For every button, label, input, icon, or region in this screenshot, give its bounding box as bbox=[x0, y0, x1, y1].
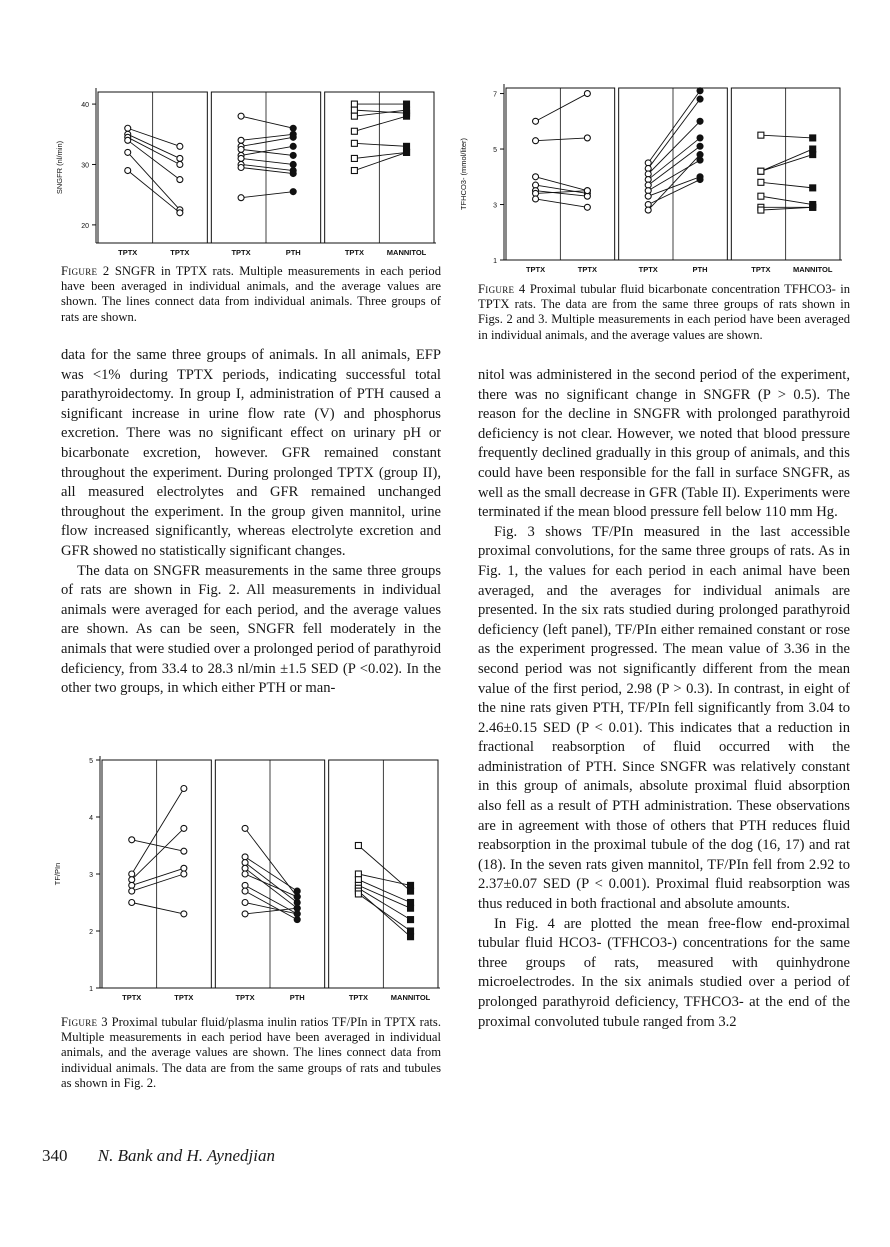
fig3-xlabel-0-1: TPTX bbox=[174, 993, 194, 1002]
fig3-marker-left-2-1 bbox=[355, 871, 361, 877]
fig2-pair-line-0-0 bbox=[128, 128, 180, 146]
fig2-marker-right-0-3 bbox=[177, 177, 183, 183]
fig3-marker-left-0-2 bbox=[129, 877, 135, 883]
fig3-marker-right-0-5 bbox=[181, 911, 187, 917]
figure-4-chart bbox=[452, 80, 847, 278]
fig4-pair-line-1-1 bbox=[648, 99, 700, 168]
fig3-marker-left-1-3 bbox=[242, 865, 248, 871]
fig4-pair-line-2-4 bbox=[761, 196, 813, 204]
fig2-pair-line-1-0 bbox=[241, 116, 293, 128]
fig3-xlabel-0-0: TPTX bbox=[122, 993, 142, 1002]
fig4-marker-left-2-2 bbox=[758, 168, 764, 174]
fig2-ytick-label-2: 40 bbox=[81, 102, 89, 110]
fig2-marker-left-0-0 bbox=[125, 125, 131, 131]
fig4-pair-line-0-2 bbox=[536, 177, 588, 191]
fig4-marker-left-2-3 bbox=[758, 179, 764, 185]
fig2-marker-right-1-5 bbox=[290, 161, 296, 167]
page-footer bbox=[42, 1146, 275, 1166]
footer-authors: N. Bank and H. Aynedjian bbox=[97, 1146, 275, 1165]
fig3-pair-line-0-0 bbox=[132, 840, 184, 851]
fig4-xlabel-0-0: TPTX bbox=[525, 265, 546, 274]
fig4-ylabel: TFHCO3- (mmol/liter) bbox=[459, 137, 468, 211]
fig2-marker-left-0-5 bbox=[125, 168, 131, 174]
fig4-ytick-label-0: 1 bbox=[493, 258, 497, 265]
fig2-pair-line-2-3 bbox=[354, 116, 406, 131]
fig3-marker-right-1-6 bbox=[294, 917, 300, 923]
figure-2-svg bbox=[48, 80, 438, 258]
fig4-marker-right-2-6 bbox=[810, 204, 816, 210]
fig3-xlabel-1-0: TPTX bbox=[235, 993, 255, 1002]
fig3-pair-line-2-4 bbox=[358, 888, 410, 919]
fig3-marker-left-1-0 bbox=[242, 825, 248, 831]
fig3-pair-line-1-5 bbox=[245, 885, 297, 914]
fig3-marker-left-1-1 bbox=[242, 854, 248, 860]
fig2-pair-line-1-5 bbox=[241, 158, 293, 164]
figure-3-chart bbox=[48, 752, 448, 1010]
fig2-marker-left-0-3 bbox=[125, 137, 131, 143]
fig4-ytick-label-2: 5 bbox=[493, 147, 497, 155]
fig4-pair-line-2-1 bbox=[761, 149, 813, 171]
fig4-marker-right-0-5 bbox=[584, 188, 590, 194]
fig3-ytick-label-0: 1 bbox=[89, 986, 93, 993]
fig3-marker-right-2-6 bbox=[408, 928, 414, 934]
fig4-marker-left-0-6 bbox=[533, 196, 539, 202]
fig2-marker-left-1-1 bbox=[238, 137, 244, 143]
fig2-xlabel-2-0: TPTX bbox=[344, 248, 364, 257]
fig4-marker-left-2-0 bbox=[758, 132, 764, 138]
fig3-ytick-label-1: 2 bbox=[89, 929, 93, 936]
fig2-xlabel-0-0: TPTX bbox=[118, 248, 138, 257]
left-column-text bbox=[61, 346, 441, 699]
fig3-marker-right-1-4 bbox=[294, 894, 300, 900]
fig4-pair-line-0-0 bbox=[536, 94, 588, 122]
fig2-marker-right-0-1 bbox=[177, 155, 183, 161]
fig3-marker-left-2-0 bbox=[355, 843, 361, 849]
fig4-pair-line-2-0 bbox=[761, 135, 813, 138]
fig3-marker-right-2-2 bbox=[408, 900, 414, 906]
fig3-pair-line-1-2 bbox=[245, 863, 297, 903]
fig2-pair-line-2-2 bbox=[354, 110, 406, 116]
fig2-pair-line-0-5 bbox=[128, 171, 180, 213]
fig3-marker-right-0-0 bbox=[181, 848, 187, 854]
fig3-marker-left-0-0 bbox=[129, 837, 135, 843]
fig4-marker-left-1-8 bbox=[645, 207, 651, 213]
fig4-pair-line-1-7 bbox=[648, 180, 700, 205]
fig2-ylabel: SNGFR (nl/min) bbox=[55, 140, 64, 195]
fig3-marker-left-2-2 bbox=[355, 877, 361, 883]
fig3-marker-right-1-8 bbox=[294, 905, 300, 911]
figure-3-svg bbox=[48, 752, 448, 1010]
fig3-marker-left-1-5 bbox=[242, 882, 248, 888]
fig4-pair-line-1-8 bbox=[648, 155, 700, 210]
fig4-marker-left-2-4 bbox=[758, 193, 764, 199]
fig3-marker-left-2-6 bbox=[355, 891, 361, 897]
fig2-marker-left-2-1 bbox=[351, 107, 357, 113]
fig2-marker-left-1-7 bbox=[238, 165, 244, 171]
left-paragraph-1: data for the same three groups of animals. In all animals, EFP was <1% during TPTX periods, indicating successful total parathyroidectomy. In group I, administration of PTH caused a significant increase in urine flow rate (V) and phosphorus excretion. There was no significant effect on urinary pH or bicarbonate excretion, however. GFR remained constant throughout the experiment. During prolonged TPTX (group II), all measured electrolytes and GFR remained unchanged throughout the experiment. In the group given mannitol, urine flow increased significantly, whereas electrolyte excretion and GFR showed no statistically significant changes. bbox=[61, 347, 441, 559]
fig4-marker-right-1-4 bbox=[697, 143, 703, 149]
fig2-pair-line-1-7 bbox=[241, 168, 293, 174]
fig2-pair-line-0-4 bbox=[128, 152, 180, 209]
fig3-ylabel: TF/PIn bbox=[53, 862, 62, 886]
figure-3-caption bbox=[61, 1015, 441, 1091]
fig2-marker-right-1-3 bbox=[290, 152, 296, 158]
fig2-marker-right-1-4 bbox=[290, 143, 296, 149]
figure-4-svg bbox=[452, 80, 847, 278]
fig4-pair-line-2-2 bbox=[761, 155, 813, 172]
fig3-pair-line-2-3 bbox=[358, 885, 410, 908]
fig4-marker-right-2-0 bbox=[810, 135, 816, 141]
fig2-marker-left-2-2 bbox=[351, 113, 357, 119]
right-paragraph-2: Fig. 3 shows TF/PIn measured in the last accessible proximal convolutions, for the same three groups of rats. As in Fig. 1, the values for each period in each animal have been averaged, and the averages for individual animals are presented. In the six rats studied during prolonged parathyroid deficiency (left panel), TF/PIn either remained constant or rose as the experiment progressed. The mean value of 3.36 in the second period was not significantly different from the mean value of the first period, 2.98 (P > 0.3). In contrast, in eight of the nine rats given PTH, TF/PIn fell significantly from 3.04 to 2.46±0.15 SED (P < 0.01). This indicates that a reduction in fractional reabsorption of fluid occurred with the administration of PTH. Since SNGFR was relatively constant in this group of animals, absolute proximal fluid absorption also fell as a result of PTH administration. These observations are in agreement with those of others that PTH reduces fluid reabsorption in the proximal tubule of the dog (16, 17) and rat (18). In the seven rats given mannitol, TF/PIn fell from 2.92 to 2.37±0.07 SED (P < 0.001). Proximal fluid reabsorption was thus reduced in both fractional and absolute amounts. bbox=[478, 523, 850, 913]
fig2-xlabel-0-1: TPTX bbox=[170, 248, 190, 257]
fig4-xlabel-0-1: TPTX bbox=[577, 265, 597, 274]
fig4-pair-line-2-3 bbox=[761, 182, 813, 188]
fig4-marker-right-0-0 bbox=[584, 91, 590, 97]
fig3-xlabel-2-0: TPTX bbox=[348, 993, 368, 1002]
fig2-marker-left-2-0 bbox=[351, 101, 357, 107]
fig3-ytick-label-3: 4 bbox=[89, 815, 93, 822]
right-paragraph-1: nitol was administered in the second period of the experiment, there was no significant change in SNGFR (P > 0.5). The reason for the decline in SNGFR with prolonged parathyroid deficiency is not clear. However, we noted that blood pressure frequently declined gradually in this group of animals, and this could have been responsible for the fall in surface SNGFR, as well as the small decrease in GFR (Table II). Experiments were terminated if the mean blood pressure fell below 110 mm Hg. bbox=[478, 367, 850, 521]
fig4-marker-right-1-7 bbox=[697, 177, 703, 183]
fig3-xlabel-2-1: MANNITOL bbox=[390, 993, 431, 1002]
fig3-marker-right-2-4 bbox=[408, 917, 414, 923]
fig3-marker-left-0-4 bbox=[129, 888, 135, 894]
fig2-marker-left-1-0 bbox=[238, 113, 244, 119]
fig3-ytick-label-2: 3 bbox=[89, 872, 93, 879]
fig2-xlabel-1-0: TPTX bbox=[231, 248, 251, 257]
fig3-marker-right-0-3 bbox=[181, 865, 187, 871]
fig4-marker-left-0-0 bbox=[533, 118, 539, 124]
fig3-marker-left-0-5 bbox=[129, 900, 135, 906]
fig2-pair-line-1-6 bbox=[241, 164, 293, 170]
fig2-pair-line-1-2 bbox=[241, 137, 293, 146]
fig3-pair-line-2-0 bbox=[358, 846, 410, 892]
fig2-marker-right-0-5 bbox=[177, 210, 183, 216]
fig2-marker-left-2-5 bbox=[351, 155, 357, 161]
fig4-pair-line-0-6 bbox=[536, 199, 588, 207]
fig2-ytick-label-1: 30 bbox=[81, 162, 89, 170]
fig3-pair-line-1-0 bbox=[245, 828, 297, 896]
fig2-marker-left-2-4 bbox=[351, 140, 357, 146]
fig3-marker-right-1-2 bbox=[294, 900, 300, 906]
fig3-marker-right-1-7 bbox=[294, 911, 300, 917]
fig4-xlabel-1-1: PTH bbox=[692, 265, 708, 274]
figure-3-label: Figure 3 bbox=[61, 1015, 108, 1029]
right-paragraph-3: In Fig. 4 are plotted the mean free-flow end-proximal tubular fluid HCO3- (TFHCO3-) concentrations for the same three groups of rats, measured with quinhydrone microelectrodes. In the six animals studied over a period of prolonged parathyroid deficiency, TFHCO3- at the end of the proximal convoluted tubule ranged from 3.2 bbox=[478, 915, 850, 1030]
fig4-marker-right-1-1 bbox=[697, 96, 703, 102]
fig4-pair-line-0-1 bbox=[536, 138, 588, 141]
fig2-xlabel-1-1: PTH bbox=[285, 248, 301, 257]
fig3-marker-left-1-8 bbox=[242, 911, 248, 917]
fig2-marker-right-1-0 bbox=[290, 125, 296, 131]
figure-2-label: Figure 2 bbox=[61, 264, 110, 278]
fig3-pair-line-0-2 bbox=[132, 828, 184, 879]
fig3-marker-left-1-7 bbox=[242, 900, 248, 906]
figure-2-caption-text: SNGFR in TPTX rats. Multiple measurements in each period have been averaged in individual animals, and the average values are shown. The lines connect data from individual animals. Three groups of rats are shown. bbox=[61, 264, 441, 324]
fig3-pair-line-1-8 bbox=[245, 908, 297, 914]
figure-2-caption bbox=[61, 264, 441, 325]
fig4-xlabel-2-1: MANNITOL bbox=[792, 265, 833, 274]
fig4-xlabel-1-0: TPTX bbox=[638, 265, 658, 274]
right-column-text bbox=[478, 366, 850, 1032]
fig4-marker-right-1-2 bbox=[697, 118, 703, 124]
fig2-marker-right-0-0 bbox=[177, 143, 183, 149]
fig4-marker-left-2-6 bbox=[758, 207, 764, 213]
fig4-marker-left-1-6 bbox=[645, 193, 651, 199]
fig3-marker-left-0-1 bbox=[129, 871, 135, 877]
fig2-marker-left-2-3 bbox=[351, 128, 357, 134]
fig3-pair-line-1-7 bbox=[245, 903, 297, 914]
fig3-marker-right-2-1 bbox=[408, 882, 414, 888]
fig4-marker-right-1-0 bbox=[697, 88, 703, 94]
fig3-pair-line-0-1 bbox=[132, 789, 184, 875]
fig4-ytick-label-3: 7 bbox=[493, 91, 497, 99]
figure-4-label: Figure 4 bbox=[478, 282, 526, 296]
fig2-marker-left-2-6 bbox=[351, 168, 357, 174]
fig2-pair-line-1-8 bbox=[241, 192, 293, 198]
fig4-marker-right-0-6 bbox=[584, 204, 590, 210]
fig3-pair-line-2-5 bbox=[358, 891, 410, 937]
fig2-marker-right-2-4 bbox=[404, 143, 410, 149]
fig3-marker-right-2-0 bbox=[408, 888, 414, 894]
fig3-xlabel-1-1: PTH bbox=[289, 993, 305, 1002]
fig2-marker-right-1-2 bbox=[290, 134, 296, 140]
fig3-pair-line-0-5 bbox=[132, 903, 184, 914]
fig3-marker-right-0-1 bbox=[181, 786, 187, 792]
fig4-marker-right-1-3 bbox=[697, 135, 703, 141]
fig4-marker-right-1-8 bbox=[697, 152, 703, 158]
fig3-marker-right-2-5 bbox=[408, 934, 414, 940]
fig4-marker-right-0-1 bbox=[584, 135, 590, 141]
fig2-marker-right-1-7 bbox=[290, 171, 296, 177]
fig2-marker-right-2-2 bbox=[404, 107, 410, 113]
fig4-marker-right-2-2 bbox=[810, 152, 816, 158]
fig2-marker-left-1-3 bbox=[238, 146, 244, 152]
fig3-marker-right-1-1 bbox=[294, 888, 300, 894]
fig3-ytick-label-4: 5 bbox=[89, 758, 93, 765]
fig2-marker-right-1-8 bbox=[290, 189, 296, 195]
page-number: 340 bbox=[42, 1146, 68, 1165]
fig3-marker-left-1-2 bbox=[242, 860, 248, 866]
fig3-marker-left-1-6 bbox=[242, 888, 248, 894]
fig4-xlabel-2-0: TPTX bbox=[751, 265, 771, 274]
figure-2-chart bbox=[48, 80, 438, 258]
figure-3-caption-text: Proximal tubular fluid/plasma inulin ratios TF/PIn in TPTX rats. Multiple measurements in each period have been averaged in individual animals, and the average values are shown. The lines connect data from individual animals. The data are from the same groups of rats and tubules as shown in Fig. 2. bbox=[61, 1015, 441, 1090]
figure-4-caption bbox=[478, 282, 850, 343]
fig4-marker-right-2-3 bbox=[810, 185, 816, 191]
fig3-marker-right-0-2 bbox=[181, 825, 187, 831]
fig2-marker-right-0-2 bbox=[177, 161, 183, 167]
fig2-marker-left-1-8 bbox=[238, 195, 244, 201]
fig3-marker-left-1-4 bbox=[242, 871, 248, 877]
fig3-pair-line-2-1 bbox=[358, 874, 410, 885]
fig2-marker-left-1-5 bbox=[238, 155, 244, 161]
fig2-marker-right-2-3 bbox=[404, 113, 410, 119]
fig2-marker-right-2-0 bbox=[404, 101, 410, 107]
fig3-pair-line-1-4 bbox=[245, 874, 297, 897]
fig4-ytick-label-1: 3 bbox=[493, 202, 497, 210]
fig2-xlabel-2-1: MANNITOL bbox=[386, 248, 427, 257]
fig3-marker-left-0-3 bbox=[129, 882, 135, 888]
fig2-ytick-label-0: 20 bbox=[81, 222, 89, 230]
fig3-marker-right-0-4 bbox=[181, 871, 187, 877]
fig2-marker-right-2-6 bbox=[404, 149, 410, 155]
fig3-marker-right-2-3 bbox=[408, 905, 414, 911]
fig2-pair-line-2-4 bbox=[354, 143, 406, 146]
fig2-marker-left-0-4 bbox=[125, 149, 131, 155]
fig4-marker-left-0-2 bbox=[533, 174, 539, 180]
figure-4-caption-text: Proximal tubular fluid bicarbonate concentration TFHCO3- in TPTX rats. The data are from the same three groups of rats shown in Figs. 2 and 3. Multiple measurements in each period have been averaged in individual animals, and the average values are shown. bbox=[478, 282, 850, 342]
fig3-pair-line-1-6 bbox=[245, 891, 297, 920]
left-paragraph-2: The data on SNGFR measurements in the same three groups of rats are shown in Fig. 2. All measurements in individual animals were averaged for each period, and the average values are shown. As can be seen, SNGFR fell moderately in the animals that were studied over a prolonged period of parathyroid deficiency, from 33.4 to 28.3 nl/min ±1.5 SED (P <0.02). In the other two groups, in which either PTH or man- bbox=[61, 562, 441, 697]
fig2-pair-line-1-1 bbox=[241, 134, 293, 140]
fig4-marker-left-0-1 bbox=[533, 138, 539, 144]
